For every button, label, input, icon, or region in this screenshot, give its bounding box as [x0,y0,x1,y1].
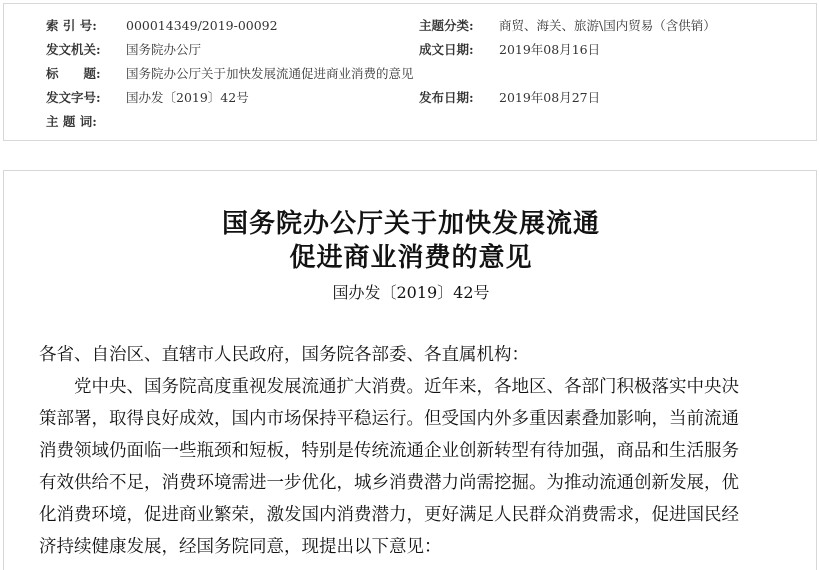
meta-category [419,18,716,34]
paragraph-line: 消费领域仍面临一些瓶颈和短板，特别是传统流通企业创新转型有待加强，商品和生活服务 [39,441,739,461]
meta-category-value: 商贸、海关、旅游\国内贸易（含供销） [499,18,716,33]
meta-published [419,90,600,106]
meta-issuer [46,42,201,58]
meta-index-value: 000014349/2019-00092 [126,18,278,33]
document-body-panel [3,170,817,570]
meta-index [46,18,278,34]
meta-issuer-label: 发文机关: [46,42,101,57]
meta-keywords-label: 主 题 词: [46,114,97,129]
meta-published-label: 发布日期: [419,90,474,105]
paragraph-line: 党中央、国务院高度重视发展流通扩大消费。近年来，各地区、各部门积极落实中央决 [39,377,739,397]
meta-published-value: 2019年08月27日 [499,90,601,105]
paragraph-line: 济持续健康发展，经国务院同意，现提出以下意见： [39,537,442,557]
paragraph-line: 策部署，取得良好成效，国内市场保持平稳运行。但受国内外多重因素叠加影响，当前流通 [39,409,739,429]
meta-title-label: 标 题: [46,66,101,81]
meta-docno-value: 国办发〔2019〕42号 [126,90,249,105]
meta-issuer-value: 国务院办公厅 [126,42,202,57]
meta-created-value: 2019年08月16日 [499,42,601,57]
paragraph-line: 有效供给不足，消费环境需进一步优化，城乡消费潜力尚需挖掘。为推动流通创新发展，优 [39,473,739,493]
meta-title [46,66,414,82]
paragraph-line: 化消费环境，促进商业繁荣，激发国内消费潜力，更好满足人民群众消费需求，促进国民经 [39,505,739,525]
meta-keywords [46,114,126,130]
meta-created [419,42,600,58]
document-title-line-2: 促进商业消费的意见 [289,243,533,273]
meta-category-label: 主题分类: [419,18,474,33]
document-number: 国办发〔2019〕42号 [332,283,490,302]
meta-index-label: 索 引 号: [46,18,97,33]
document-title-line-1: 国务院办公厅关于加快发展流通 [221,209,600,239]
meta-created-label: 成文日期: [419,42,474,57]
meta-docno-label: 发文字号: [46,90,101,105]
meta-docno [46,90,249,106]
document-metadata-panel [3,3,817,141]
meta-title-value: 国务院办公厅关于加快发展流通促进商业消费的意见 [126,66,414,81]
salutation: 各省、自治区、直辖市人民政府，国务院各部委、各直属机构： [39,345,529,365]
paragraph-1 [39,371,791,563]
